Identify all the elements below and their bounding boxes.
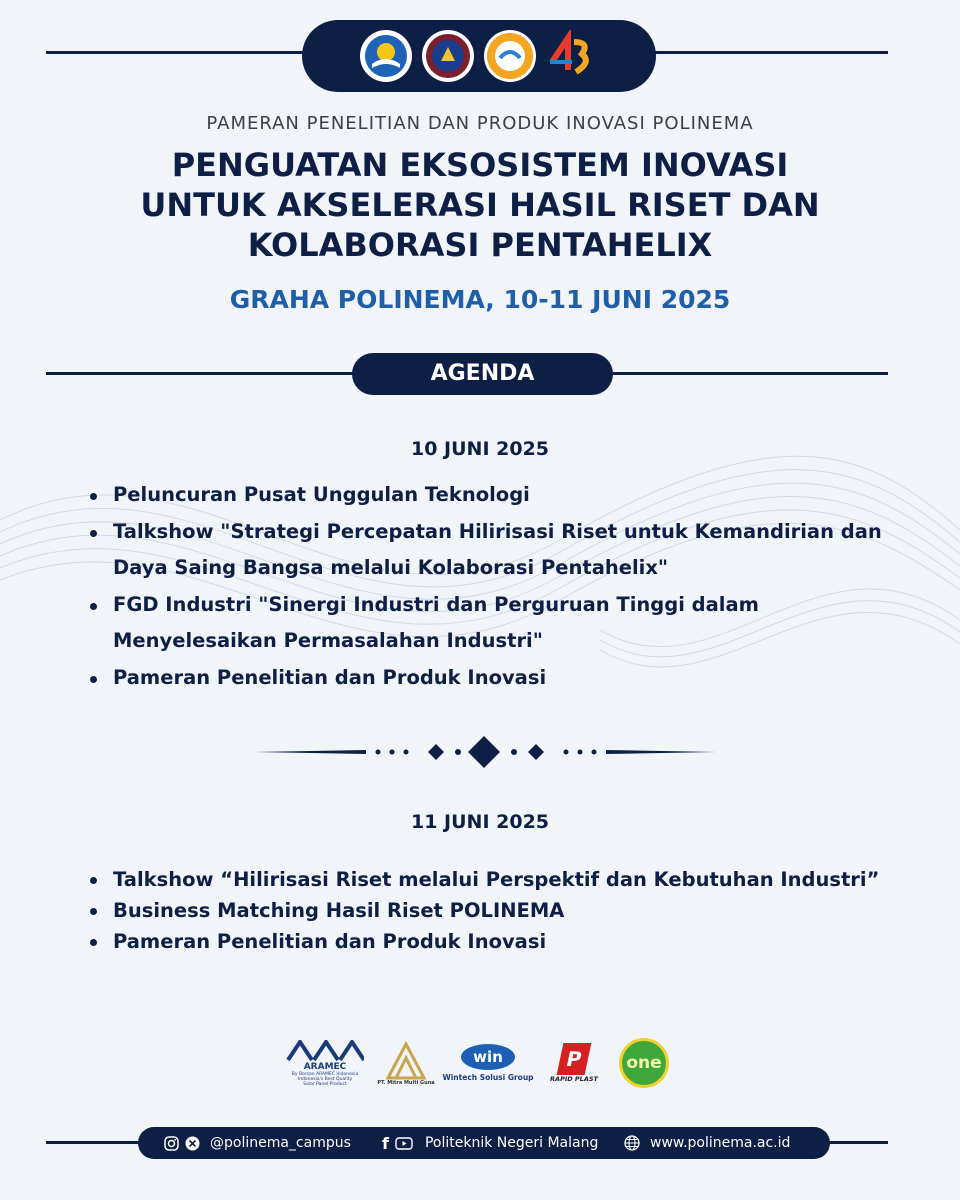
- agenda-rule-left: [46, 372, 356, 375]
- list-item: Pameran Penelitian dan Produk Inovasi: [88, 660, 908, 697]
- website-group[interactable]: [624, 1127, 790, 1159]
- list-item: Business Matching Hasil Riset POLINEMA: [88, 895, 908, 926]
- one-logo: one: [619, 1038, 669, 1088]
- youtube-icon[interactable]: [395, 1137, 413, 1150]
- polinema-seal-logo: [422, 30, 474, 82]
- list-item: Peluncuran Pusat Unggulan Teknologi: [88, 477, 908, 514]
- website-link[interactable]: www.polinema.ac.id: [650, 1135, 791, 1151]
- facebook-icon[interactable]: f: [382, 1133, 389, 1153]
- title-line-3: KOLABORASI PENTAHELIX: [247, 226, 713, 264]
- list-item: FGD Industri "Sinergi Industri dan Perguruan Tinggi dalam Menyelesaikan Permasalahan Industri": [88, 587, 908, 660]
- agenda-rule-right: [610, 372, 888, 375]
- channel-group[interactable]: [382, 1127, 598, 1159]
- polinema-43-logo: [546, 30, 598, 82]
- title-line-2: UNTUK AKSELERASI HASIL RISET DAN: [140, 186, 820, 224]
- venue-date: GRAHA POLINEMA, 10-11 JUNI 2025: [229, 285, 731, 314]
- list-item: Pameran Penelitian dan Produk Inovasi: [88, 926, 908, 957]
- channel-name[interactable]: Politeknik Negeri Malang: [424, 1135, 599, 1151]
- x-twitter-icon[interactable]: [185, 1136, 200, 1151]
- aramec-logo: ARAMEC By Borsan ARAMEC Indonesia Indonesia's Best Quality Solar Panel Product: [285, 1040, 365, 1087]
- day2-date: 11 JUNI 2025: [410, 811, 550, 833]
- day1-date: 10 JUNI 2025: [410, 438, 550, 460]
- social-handle[interactable]: @polinema_campus: [210, 1135, 351, 1151]
- header-rule-right: [652, 51, 888, 54]
- page-title: [60, 145, 900, 265]
- list-item: Talkshow “Hilirisasi Riset melalui Perspektif dan Kebutuhan Industri”: [88, 864, 908, 895]
- diktisaintek-berdampak-logo: [484, 30, 536, 82]
- title-line-1: PENGUATAN EKSOSISTEM INOVASI: [171, 146, 789, 184]
- rapid-plast-logo: P RAPID PLAST: [543, 1043, 605, 1083]
- footer-rule-left: [46, 1141, 142, 1144]
- sponsor-logos: [285, 1035, 685, 1091]
- social-handle-group[interactable]: [164, 1127, 351, 1159]
- list-item: Talkshow "Strategi Percepatan Hilirisasi Riset untuk Kemandirian dan Daya Saing Bangsa melalui Kolaborasi Pentahelix": [88, 514, 908, 587]
- day1-list: [88, 477, 908, 696]
- footer-rule-right: [826, 1141, 888, 1144]
- logo-bar: [302, 20, 656, 92]
- agenda-badge: AGENDA: [352, 353, 613, 395]
- ornament-divider: [256, 736, 716, 768]
- header-rule-left: [46, 51, 306, 54]
- kemendikdasmen-logo: [360, 30, 412, 82]
- mitra-multi-guna-logo: PT. Mitra Multi Guna: [379, 1040, 433, 1086]
- day2-list: [88, 864, 908, 957]
- wintech-logo: win Wintech Solusi Group: [447, 1044, 529, 1082]
- event-label: PAMERAN PENELITIAN DAN PRODUK INOVASI POLINEMA: [206, 113, 754, 134]
- footer-bar: [138, 1127, 830, 1159]
- instagram-icon[interactable]: [164, 1136, 179, 1151]
- globe-icon[interactable]: [624, 1135, 640, 1151]
